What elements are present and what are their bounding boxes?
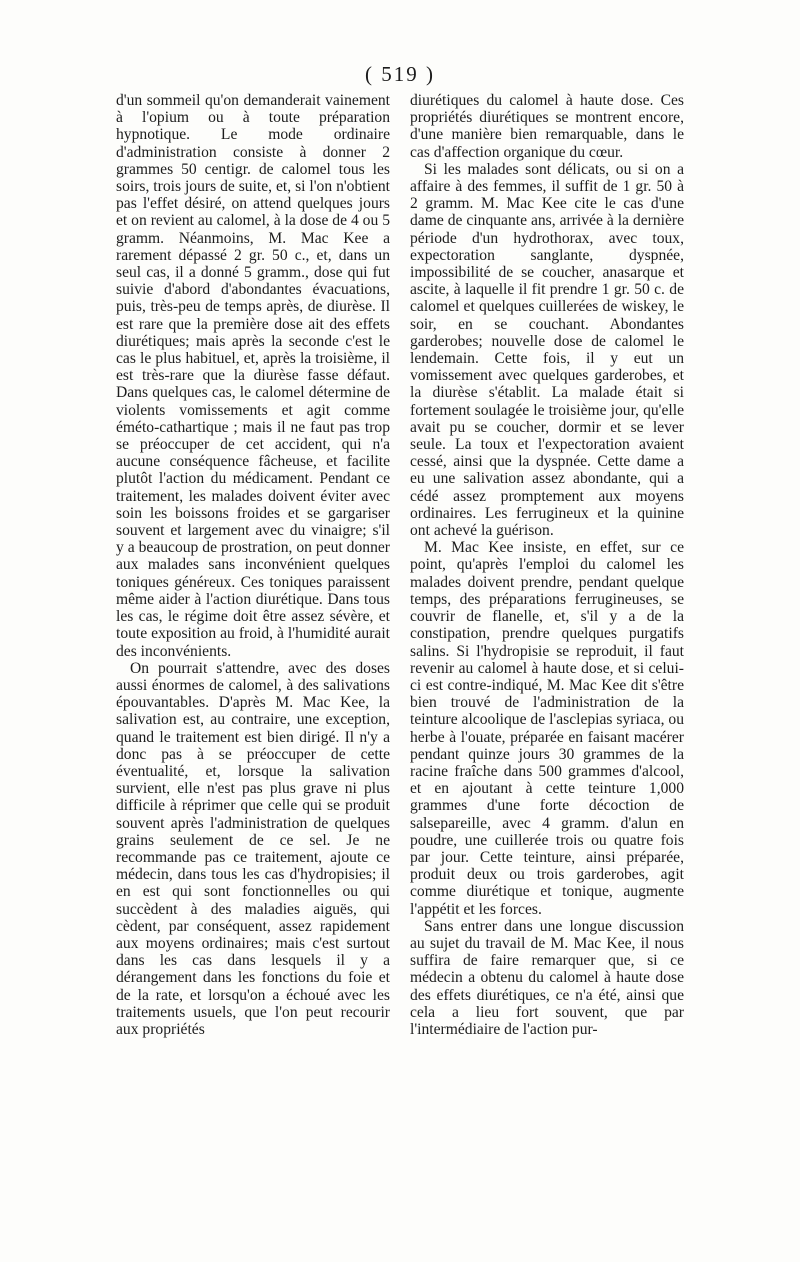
paragraph: Sans entrer dans une longue discussion au sujet du travail de M. Mac Kee, il nous suffira de faire remarquer que, si ce médecin a obtenu du calomel à haute dose des effets diurétiques, ce n'a été, ainsi que cela a lieu fort souvent, que par l'intermédiaire de l'action pur- (410, 917, 684, 1038)
right-column (410, 92, 684, 1038)
left-column (116, 92, 390, 1038)
page-number: ( 519 ) (365, 62, 435, 86)
paragraph: M. Mac Kee insiste, en effet, sur ce point, qu'après l'emploi du calomel les malades doivent prendre, pendant quelque temps, des préparations ferrugineuses, se couvrir de flanelle, et, s'il y a de la constipation, prendre quelques purgatifs salins. Si l'hydropisie se reproduit, il faut revenir au calomel à haute dose, et si celui-ci est contre-indiqué, M. Mac Kee dit s'être bien trouvé de l'administration de la teinture alcoolique de l'asclepias syriaca, ou herbe à l'ouate, préparée en faisant macérer pendant quinze jours 30 grammes de la racine fraîche dans 500 grammes d'alcool, et en ajoutant à cette teinture 1,000 grammes d'une forte décoction de salsepareille, avec 4 gramm. d'alun en poudre, une cuillerée trois ou quatre fois par jour. Cette teinture, ainsi préparée, produit deux ou trois garderobes, agit comme diurétique et tonique, augmente l'appétit et les forces. (410, 539, 684, 918)
paragraph: Si les malades sont délicats, ou si on a affaire à des femmes, il suffit de 1 gr. 50 à 2 gramm. M. Mac Kee cite le cas d'une dame de cinquante ans, arrivée à la dernière période d'un hydrothorax, avec toux, expectoration sanglante, dyspnée, impossibilité de se coucher, anasarque et ascite, à laquelle il fit prendre 1 gr. 50 c. de calomel et quelques cuillerées de wiskey, le soir, en se couchant. Abondantes garderobes; nouvelle dose de calomel le lendemain. Cette fois, il y eut un vomissement avec quelques garderobes, et la diurèse s'établit. La malade était si fortement soulagée le troisième jour, qu'elle avait pu se coucher, dormir et se lever seule. La toux et l'expectoration avaient cessé, ainsi que la dyspnée. Cette dame a eu une salivation assez abondante, qui a cédé assez promptement aux moyens ordinaires. Les ferrugineux et la quinine ont achevé la guérison. (410, 160, 684, 540)
paragraph: diurétiques du calomel à haute dose. Ces propriétés diurétiques se montrent encore, d'une manière bien remarquable, dans le cas d'affection organique du cœur. (410, 92, 684, 161)
paragraph: d'un sommeil qu'on demanderait vainement à l'opium ou à toute préparation hypnotique. Le mode ordinaire d'administration consiste à donner 2 grammes 50 centigr. de calomel tous les soirs, trois jours de suite, et, si l'on n'obtient pas l'effet désiré, on attend quelques jours et on revient au calomel, à la dose de 4 ou 5 gramm. Néanmoins, M. Mac Kee a rarement dépassé 2 gr. 50 c., et, dans un seul cas, il a donné 5 gramm., dose qui fut suivie d'abord d'abondantes évacuations, puis, très-peu de temps après, de diurèse. Il est rare que la première dose ait des effets diurétiques; mais après la seconde c'est le cas le plus habituel, et, après la troisième, il est très-rare que la diurèse fasse défaut. Dans quelques cas, le calomel détermine de violents vomissements et agit comme éméto-cathartique ; mais il ne faut pas trop se préoccuper de cet accident, qui n'a aucune conséquence fâcheuse, et facilite plutôt l'action du médicament. Pendant ce traitement, les malades doivent éviter avec soin les boissons froides et se gargariser souvent et largement avec du vinaigre; s'il y a beaucoup de prostration, on peut donner aux malades sans inconvénient quelques toniques généreux. Ces toniques paraissent même aider à l'action diurétique. Dans tous les cas, le régime doit être assez sévère, et toute exposition au froid, à l'humidité aurait des inconvénients. (116, 92, 390, 660)
paragraph: On pourrait s'attendre, avec des doses aussi énormes de calomel, à des salivations épouvantables. D'après M. Mac Kee, la salivation est, au contraire, une exception, quand le traitement est bien dirigé. Il n'y a donc pas à se préoccuper de cette éventualité, et, lorsque la salivation survient, elle n'est pas plus grave ni plus difficile à réprimer que celle qui se produit souvent après l'administration de quelques grains seulement de ce sel. Je ne recommande pas ce traitement, ajoute ce médecin, dans tous les cas d'hydropisies; il en est qui sont fonctionnelles ou qui succèdent à des maladies aiguës, qui cèdent, par conséquent, assez rapidement aux moyens ordinaires; mais c'est surtout dans les cas dans lesquels il y a dérangement dans les fonctions du foie et de la rate, et lorsqu'on a échoué avec les traitements usuels, que l'on peut recourir aux propriétés (116, 659, 390, 1038)
